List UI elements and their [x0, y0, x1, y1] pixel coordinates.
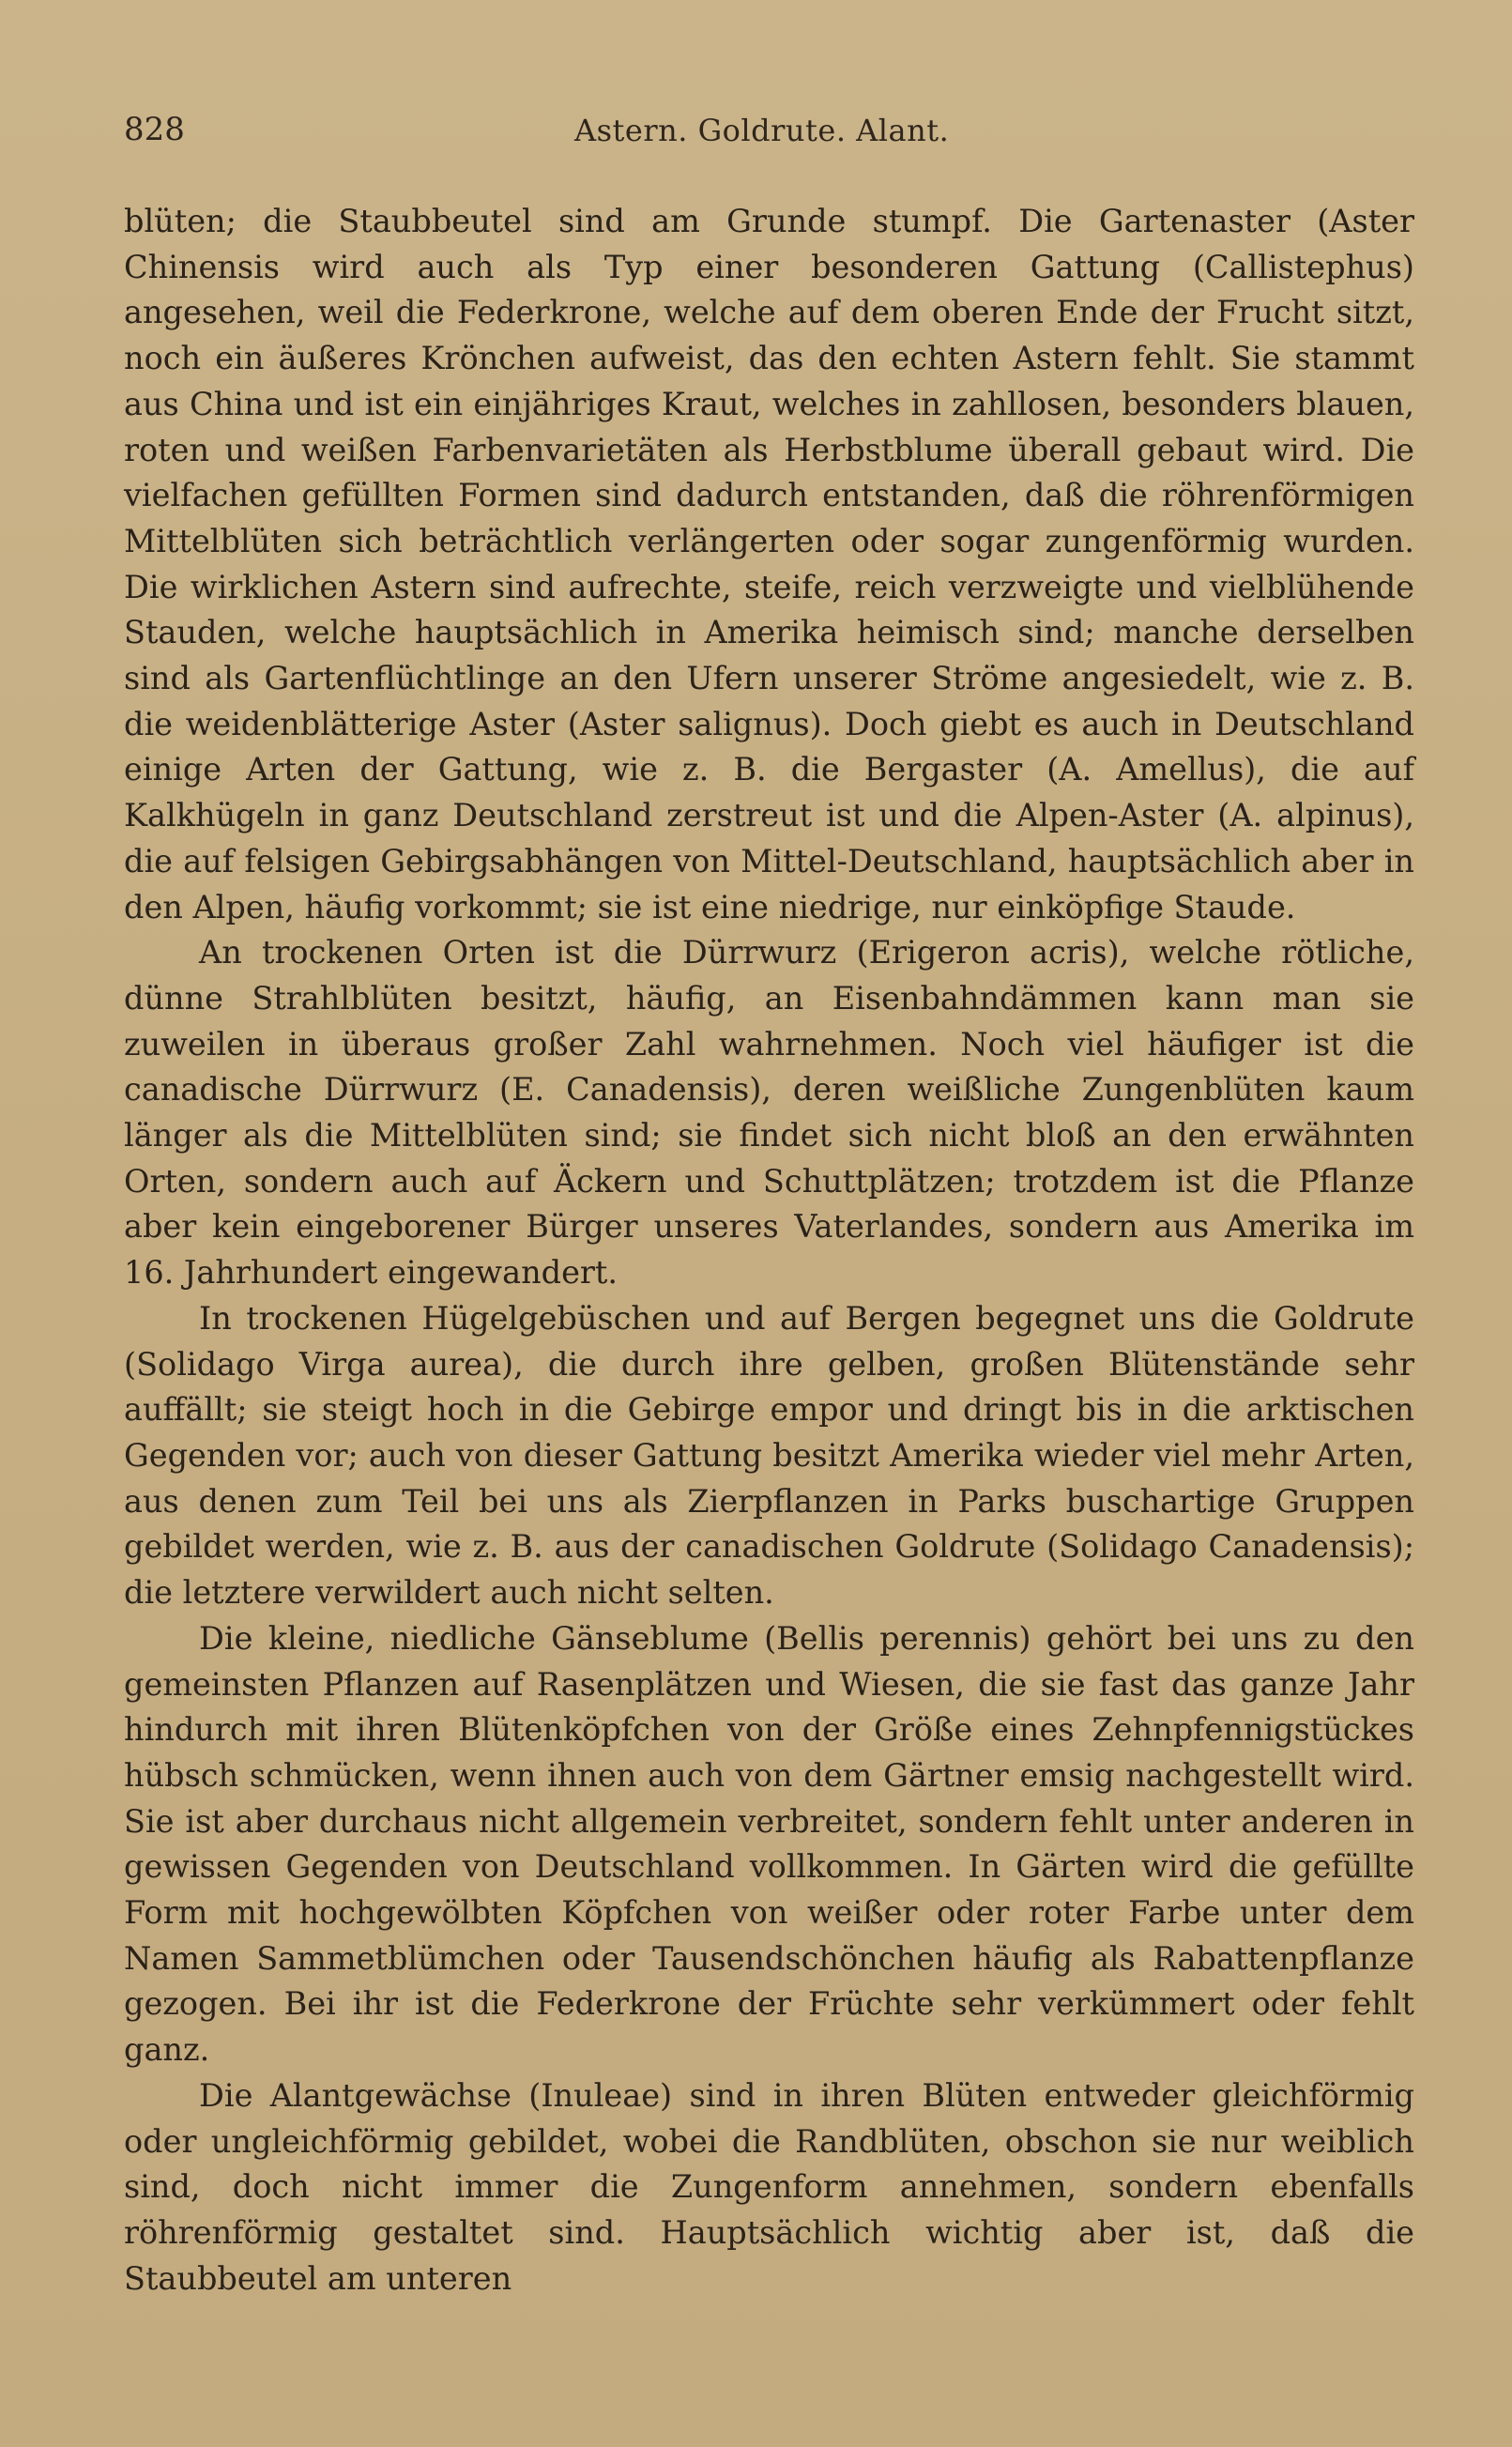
paragraph-gaenseblume: Die kleine, niedliche Gänseblume (Bellis perennis) gehört bei uns zu den gemeinsten Pflanzen auf Rasenplätzen und Wiesen, die sie fast das ganze Jahr hindurch mit ihren Blütenköpfchen von der Größe eines Zehnpfennigstückes hübsch schmücken, wenn ihnen auch von dem Gärtner emsig nachgestellt wird. Sie ist aber durchaus nicht allgemein verbreitet, sondern fehlt unter anderen in gewissen Gegenden von Deutschland vollkommen. In Gärten wird die gefüllte Form mit hochgewölbten Köpfchen von weißer oder roter Farbe unter dem Namen Sammetblümchen oder Tausendschönchen häufig als Rabattenpflanze gezogen. Bei ihr ist die Federkrone der Früchte sehr verkümmert oder fehlt ganz.	[124, 1619, 1414, 2069]
paragraph-duerrwurz: An trockenen Orten ist die Dürrwurz (Erigeron acris), welche rötliche, dünne Strahlblüten besitzt, häufig, an Eisenbahndämmen kann man sie zuweilen in überaus großer Zahl wahrnehmen. Noch viel häufiger ist die canadische Dürrwurz (E. Canadensis), deren weißliche Zungenblüten kaum länger als die Mittelblüten sind; sie findet sich nicht bloß an den erwähnten Orten, sondern auch auf Äckern und Schuttplätzen; trotzdem ist die Pflanze aber kein eingeborener Bürger unseres Vaterlandes, sondern aus Amerika im 16. Jahrhundert eingewandert.	[124, 934, 1414, 1292]
paragraph-alantgewaechse: Die Alantgewächse (Inuleae) sind in ihren Blüten entweder gleichförmig oder ungleichförmig gebildet, wobei die Randblüten, obschon sie nur weiblich sind, doch nicht immer die Zungenform annehmen, sondern ebenfalls röhrenförmig gestaltet sind. Hauptsächlich wichtig aber ist, daß die Staubbeutel am unteren	[124, 2076, 1414, 2297]
running-head: Astern. Goldrute. Alant.	[574, 113, 950, 148]
body-text	[124, 199, 1414, 2302]
page-number: 828	[124, 111, 185, 148]
paragraph-goldrute: In trockenen Hügelgebüschen und auf Bergen begegnet uns die Goldrute (Solidago Virga aurea), die durch ihre gelben, großen Blütenstände sehr auffällt; sie steigt hoch in die Gebirge empor und dringt bis in die arktischen Gegenden vor; auch von dieser Gattung besitzt Amerika wieder viel mehr Arten, aus denen zum Teil bei uns als Zierpflanzen in Parks buschartige Gruppen gebildet werden, wie z. B. aus der canadischen Goldrute (Solidago Canadensis); die letztere verwildert auch nicht selten.	[124, 1299, 1414, 1612]
paragraph-gartenaster: blüten; die Staubbeutel sind am Grunde stumpf. Die Gartenaster (Aster Chinensis wird auch als Typ einer besonderen Gattung (Callistephus) angesehen, weil die Federkrone, welche auf dem oberen Ende der Frucht sitzt, noch ein äußeres Krönchen aufweist, das den echten Astern fehlt. Sie stammt aus China und ist ein einjähriges Kraut, welches in zahllosen, besonders blauen, roten und weißen Farbenvarietäten als Herbstblume überall gebaut wird. Die vielfachen gefüllten Formen sind dadurch entstanden, daß die röhrenförmigen Mittelblüten sich beträchtlich verlängerten oder sogar zungenförmig wurden. Die wirklichen Astern sind aufrechte, steife, reich verzweigte und vielblühende Stauden, welche hauptsächlich in Amerika heimisch sind; manche derselben sind als Gartenflüchtlinge an den Ufern unserer Ströme angesiedelt, wie z. B. die weidenblätterige Aster (Aster salignus). Doch giebt es auch in Deutschland einige Arten der Gattung, wie z. B. die Bergaster (A. Amellus), die auf Kalkhügeln in ganz Deutschland zerstreut ist und die Alpen-Aster (A. alpinus), die auf felsigen Gebirgsabhängen von Mittel-Deutschland, hauptsächlich aber in den Alpen, häufig vorkommt; sie ist eine niedrige, nur einköpfige Staude.	[124, 203, 1414, 925]
page-header	[124, 111, 1414, 158]
